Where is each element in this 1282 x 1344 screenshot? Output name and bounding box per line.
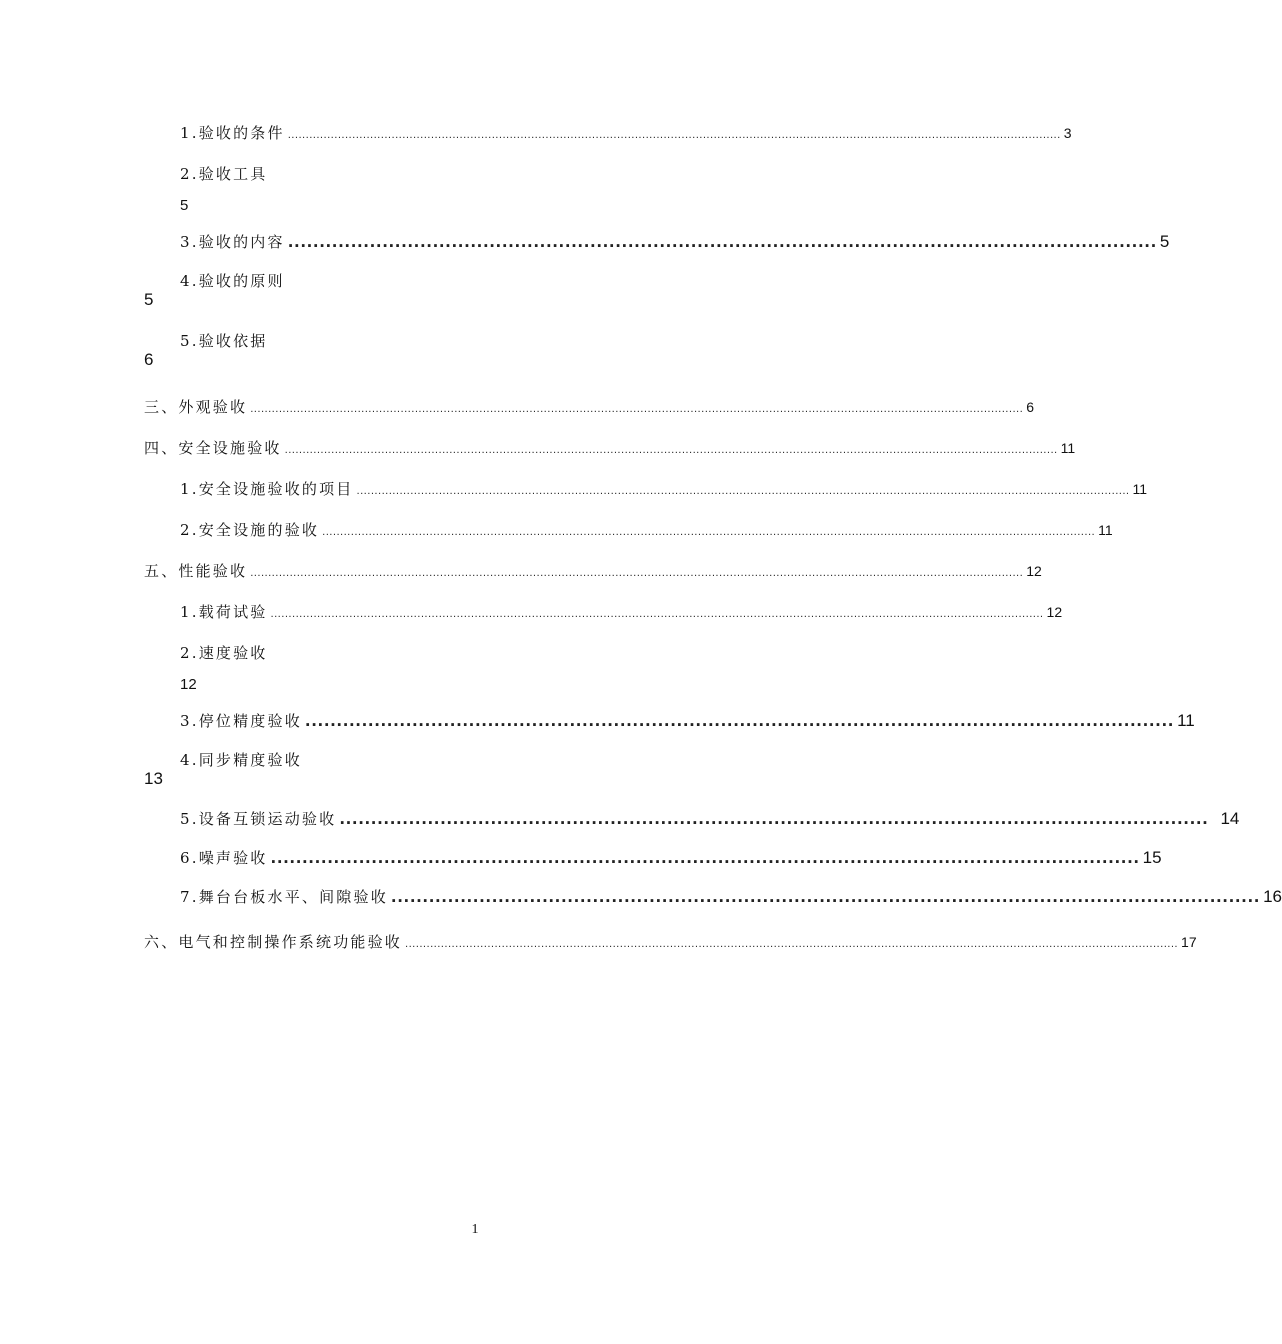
toc-leader-dots: ........................................................................................................................................................................................................................ — [405, 939, 1179, 950]
toc-section[interactable] — [144, 396, 1035, 417]
toc-entry-label: 1.安全设施验收的项目 — [180, 480, 354, 498]
toc-entry-label: 6.噪声验收 — [180, 849, 268, 867]
toc-entry-page: 15 — [1142, 848, 1162, 867]
toc-entry-label: 7.舞台台板水平、间隙验收 — [180, 888, 388, 906]
toc-entry[interactable] — [180, 749, 302, 770]
toc-entry-label: 1.验收的条件 — [180, 124, 285, 142]
toc-section-label: 五、性能验收 — [144, 562, 248, 580]
toc-entry-label: 3.停位精度验收 — [180, 712, 302, 730]
toc-section-page: 17 — [1181, 934, 1197, 950]
toc-section[interactable] — [144, 437, 1076, 458]
toc-entry-label: 2.验收工具 — [180, 165, 268, 183]
toc-entry-label: 2.安全设施的验收 — [180, 521, 320, 539]
toc-leader-dots: ........................................................................................................................................................................................................................ — [250, 404, 1024, 415]
toc-section-page: 12 — [1026, 563, 1042, 579]
toc-entry-page: 5 — [1159, 232, 1170, 251]
toc-entry-page: 3 — [1063, 125, 1072, 141]
toc-entry[interactable] — [180, 519, 1113, 540]
toc-entry-label: 4.同步精度验收 — [180, 751, 302, 769]
toc-entry-page: 12 — [1046, 604, 1063, 620]
toc-entry-page: 12 — [180, 676, 197, 693]
toc-leader-dots: .......................................................................................................................................... — [287, 233, 1157, 251]
toc-entry-label: 2.速度验收 — [180, 644, 268, 662]
toc-leader-dots: .......................................................................................................................................... — [304, 712, 1175, 730]
toc-leader-dots: .......................................................................................................................................... — [270, 849, 1140, 867]
page-number: 1 — [471, 1222, 479, 1237]
toc-leader-dots: ........................................................................................................................................................................................................................ — [322, 527, 1096, 538]
toc-entry-label: 5.设备互锁运动验收 — [180, 810, 337, 828]
toc-leader-dots: ........................................................................................................................................................................................................................ — [284, 445, 1058, 456]
toc-leader-dots: .......................................................................................................................................... — [339, 810, 1209, 828]
toc-entry-page: 16 — [1263, 887, 1282, 906]
toc-section-label: 四、安全设施验收 — [144, 439, 282, 457]
toc-entry-page: 14 — [1220, 809, 1240, 828]
toc-entry[interactable] — [180, 478, 1148, 499]
toc-entry[interactable] — [180, 710, 1195, 731]
toc-leader-dots: .......................................................................................................................................... — [390, 888, 1261, 906]
toc-entry-page: 5 — [144, 290, 154, 309]
toc-entry-page: 5 — [180, 197, 189, 214]
toc-section-label: 三、外观验收 — [144, 398, 248, 416]
toc-section-page: 11 — [1060, 440, 1076, 456]
toc-entry-page: 11 — [1098, 522, 1113, 538]
toc-section-page: 6 — [1026, 399, 1035, 415]
toc-entry-page: 13 — [144, 769, 163, 788]
toc-entry[interactable] — [180, 330, 268, 351]
toc-leader-dots: ........................................................................................................................................................................................................................ — [287, 130, 1061, 141]
toc-entry[interactable] — [180, 808, 1240, 829]
toc-entry[interactable] — [180, 270, 285, 291]
toc-section[interactable] — [144, 931, 1197, 952]
toc-entry-label: 3.验收的内容 — [180, 233, 285, 251]
toc-leader-dots: ........................................................................................................................................................................................................................ — [250, 568, 1024, 579]
toc-entry[interactable] — [180, 163, 268, 184]
toc-section-label: 六、电气和控制操作系统功能验收 — [144, 933, 403, 951]
toc-leader-dots: ........................................................................................................................................................................................................................ — [270, 609, 1044, 620]
toc-leader-dots: ........................................................................................................................................................................................................................ — [356, 486, 1130, 497]
toc-entry[interactable] — [180, 601, 1063, 622]
toc-entry-label: 4.验收的原则 — [180, 272, 285, 290]
toc-entry-page: 11 — [1177, 711, 1195, 730]
toc-entry-page: 6 — [144, 350, 154, 369]
toc-entry[interactable] — [180, 847, 1162, 868]
toc-section[interactable] — [144, 560, 1042, 581]
toc-entry[interactable] — [180, 231, 1170, 252]
toc-entry-page: 11 — [1132, 481, 1148, 497]
toc-entry[interactable] — [180, 886, 1282, 907]
toc-entry[interactable] — [180, 642, 268, 663]
toc-entry[interactable] — [180, 122, 1072, 143]
toc-entry-label: 5.验收依据 — [180, 332, 268, 350]
toc-entry-label: 1.载荷试验 — [180, 603, 268, 621]
